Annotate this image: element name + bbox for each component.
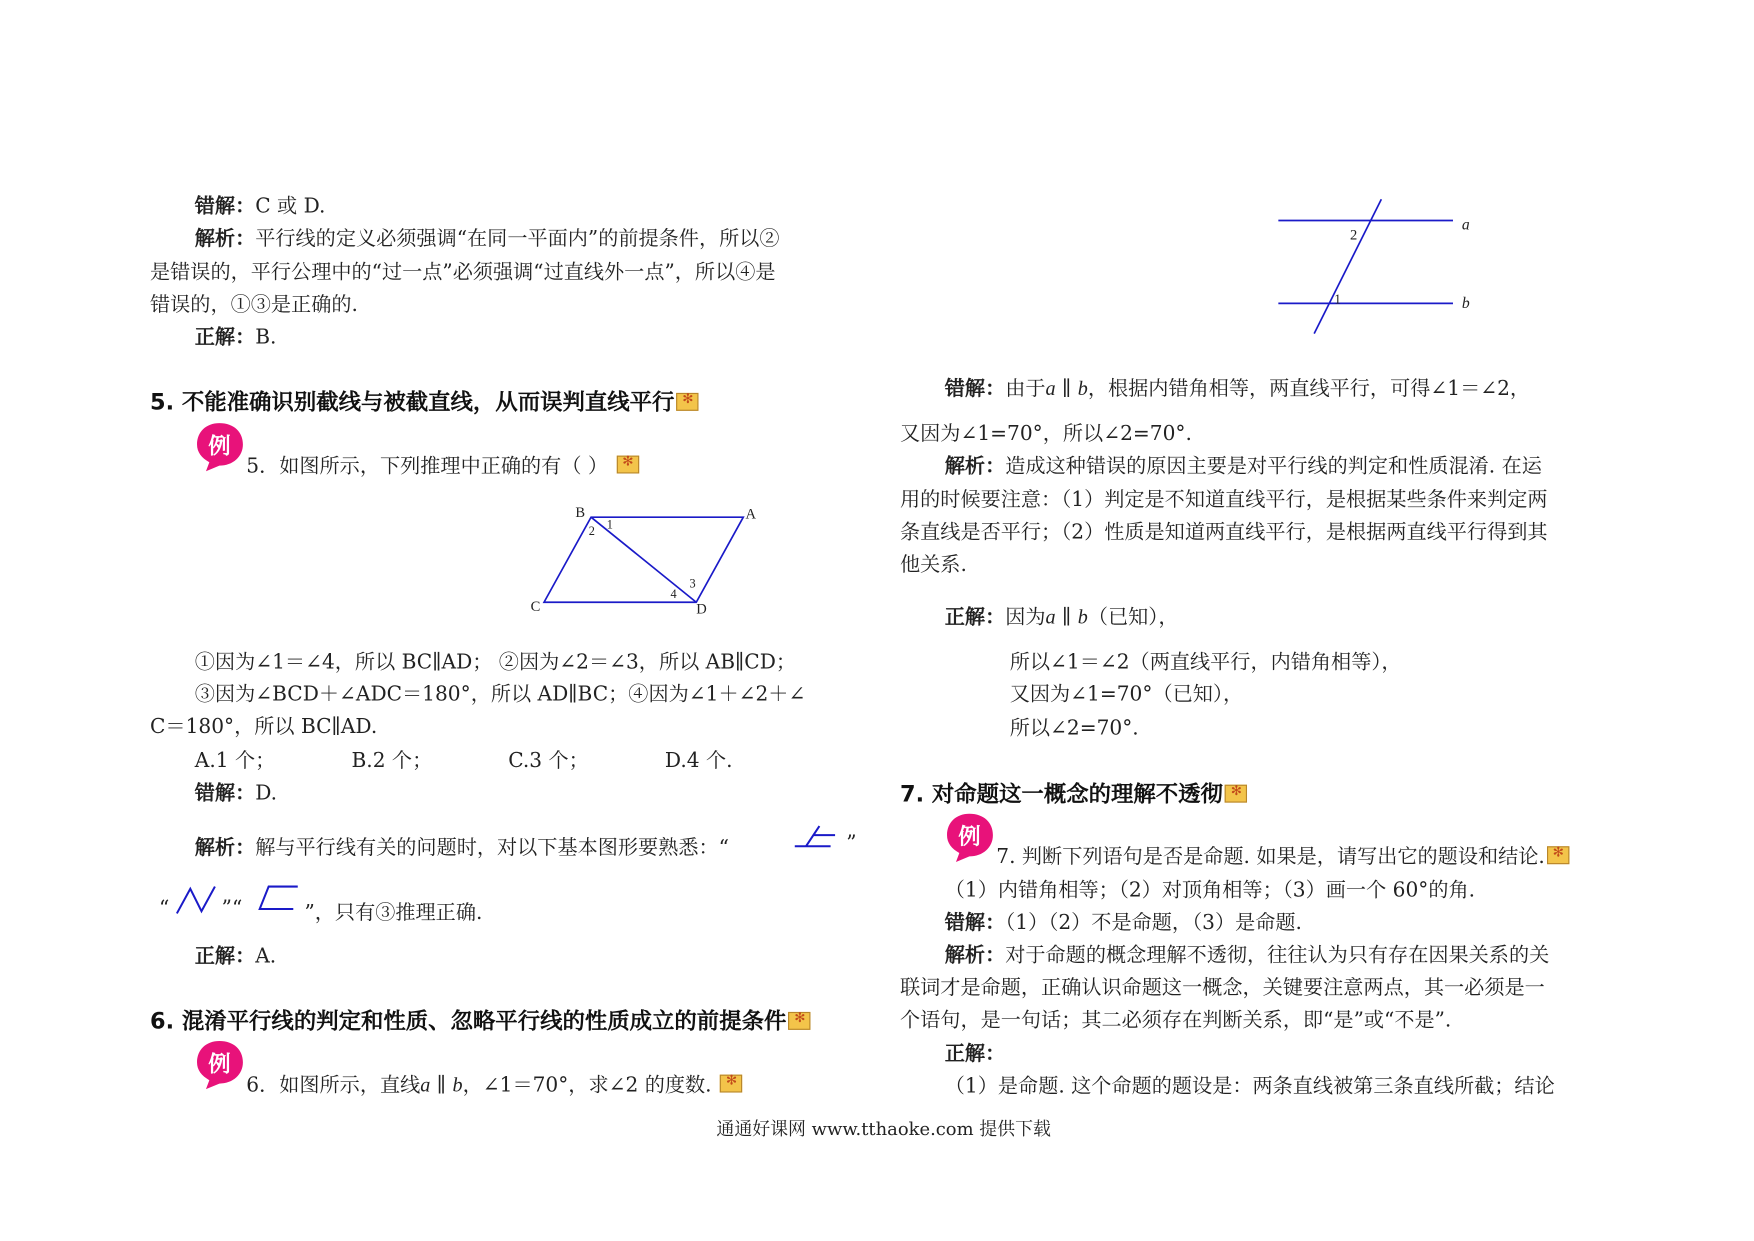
note-icon[interactable] — [1225, 785, 1247, 803]
label-analysis: 解析： — [944, 943, 1006, 968]
analysis-line-3: 错误的，①③是正确的. — [149, 293, 358, 317]
quote-mid: ”“ — [221, 896, 243, 921]
line-a: a — [1045, 377, 1056, 400]
line-a: a — [1045, 605, 1056, 628]
angle-1: 1 — [606, 517, 613, 532]
example-6-correct-post: （已知）， — [1087, 605, 1179, 630]
angle-2-label: 2 — [1349, 227, 1358, 244]
line-b: b — [452, 1073, 463, 1096]
example-7-analysis — [945, 939, 1549, 968]
paragraph-analysis — [195, 223, 780, 252]
example-6-wrong — [945, 373, 1530, 402]
label-wrong: 错解： — [194, 194, 256, 219]
example-6-question-pre: 6．如图所示，直线 — [246, 1073, 421, 1098]
example-badge-char: 例 — [208, 433, 231, 459]
label-analysis: 解析： — [194, 227, 256, 251]
option-d: D.4 个. — [664, 748, 733, 773]
label-analysis: 解析： — [944, 454, 1006, 478]
label-line-b: b — [1461, 294, 1470, 312]
note-icon[interactable] — [1547, 846, 1569, 864]
example-7-wrong — [945, 907, 1302, 936]
parallel-symbol: ∥ — [1062, 377, 1072, 401]
section-heading-6 — [150, 1003, 811, 1035]
label-wrong: 错解： — [194, 781, 256, 805]
figure-parallel-lines — [1272, 193, 1485, 341]
example-6-wrong-line-2: 又因为∠1=70°，所以∠2=70°. — [899, 422, 1192, 446]
angle-2: 2 — [588, 524, 595, 539]
example-7-question-text: 7. 判断下列语句是否是命题. 如果是，请写出它的题设和结论. — [996, 845, 1545, 869]
example-5-statement-2: ③因为∠BCD＋∠ADC＝180°，所以 AD∥BC；④因为∠1＋∠2＋∠ — [194, 682, 806, 707]
section-heading-7 — [900, 776, 1248, 808]
example-6-wrong-pre: 由于 — [1005, 377, 1046, 401]
example-badge-char: 例 — [958, 824, 981, 850]
quote-close-1: ” — [846, 831, 857, 856]
label-D: D — [696, 601, 707, 618]
example-badge — [193, 1037, 247, 1091]
example-5-statement-1: ①因为∠1＝∠4，所以 BC∥AD； ②因为∠2＝∠3，所以 AB∥CD； — [194, 650, 797, 674]
example-5-wrong — [195, 777, 277, 806]
correct-answer-text: B. — [255, 325, 277, 350]
example-7-question — [996, 841, 1569, 870]
example-5-analysis-text: 解与平行线有关的问题时，对以下基本图形要熟悉：“ — [255, 836, 729, 860]
example-7-statements: （1）内错角相等；（2）对顶角相等；（3）画一个 60°的角. — [944, 878, 1476, 903]
label-correct: 正解： — [194, 944, 256, 969]
section-title-7: 7. 对命题这一概念的理解不透彻 — [899, 780, 1223, 808]
shape-f-icon — [790, 822, 837, 851]
analysis-text: 平行线的定义必须强调“在同一平面内”的前提条件，所以② — [255, 227, 780, 251]
parallel-symbol: ∥ — [436, 1073, 447, 1098]
example-5-analysis — [195, 832, 729, 861]
transversal-shape — [1314, 199, 1381, 333]
line-b: b — [1077, 605, 1088, 628]
example-7-correct-label-line — [945, 1038, 1005, 1067]
note-icon[interactable] — [789, 1012, 811, 1030]
shape-z-icon — [175, 884, 220, 915]
option-b: B.2 个； — [351, 748, 433, 773]
example-6-correct-line-2: 所以∠1＝∠2（两直线平行，内错角相等）， — [1009, 650, 1402, 674]
analysis-line-2: 是错误的，平行公理中的“过一点”必须强调“过直线外一点”，所以④是 — [149, 260, 776, 285]
label-correct: 正解： — [944, 605, 1006, 630]
example-7-analysis-line-3: 个语句，是一句话；其二必须存在判断关系，即“是”或“不是”. — [899, 1008, 1452, 1033]
quote-open-2: “ — [158, 896, 170, 921]
label-line-a: a — [1461, 216, 1470, 234]
wrong-answer-text: C 或 D. — [255, 194, 326, 219]
example-6-analysis-line-3: 条直线是否平行；（2）性质是知道两直线平行，是根据两直线平行得到其 — [899, 520, 1548, 545]
note-icon[interactable] — [677, 393, 699, 411]
label-B: B — [575, 505, 586, 522]
example-7-correct-line-1: （1）是命题. 这个命题的题设是：两条直线被第三条直线所截；结论 — [944, 1074, 1555, 1099]
line-a: a — [420, 1073, 431, 1096]
label-wrong: 错解： — [944, 377, 1006, 401]
example-6-correct-line-3: 又因为∠1=70°（已知）， — [1009, 682, 1244, 707]
section-title-5: 5. 不能准确识别截线与被截直线，从而误判直线平行 — [149, 388, 675, 416]
example-6-analysis-line-1: 造成这种错误的原因主要是对平行线的判定和性质混淆. 在运 — [1005, 454, 1542, 478]
example-badge — [193, 419, 247, 473]
option-c: C.3 个； — [508, 748, 589, 773]
example-5-correct-text: A. — [255, 944, 277, 969]
label-A: A — [745, 506, 757, 523]
paragraph-correct-answer — [195, 321, 277, 350]
example-6-question-post: ，∠1＝70°，求∠2 的度数. — [462, 1073, 712, 1098]
label-C: C — [530, 599, 541, 616]
example-6-analysis-line-4: 他关系. — [899, 552, 967, 577]
angle-4: 4 — [670, 586, 677, 601]
angle-1-label: 1 — [1334, 291, 1342, 307]
example-5-question-text: 5．如图所示，下列推理中正确的有（ ） — [246, 454, 609, 478]
line-b: b — [1077, 377, 1088, 400]
footer-source: 通通好课网 www.tthaoke.com 提供下载 — [716, 1118, 1051, 1140]
example-badge — [943, 809, 997, 863]
section-heading-5 — [150, 384, 699, 416]
example-5-statement-3: C＝180°，所以 BC∥AD. — [149, 715, 378, 739]
example-6-correct — [945, 601, 1179, 630]
example-6-correct-line-4: 所以∠2=70°. — [1009, 716, 1139, 740]
example-5-wrong-text: D. — [255, 781, 278, 805]
example-6-analysis-line-2: 用的时候要注意：（1）判定是不知道直线平行，是根据某些条件来判定两 — [899, 488, 1548, 512]
example-6-wrong-post: ，根据内错角相等，两直线平行，可得∠1＝∠2， — [1087, 377, 1531, 401]
figure-parallelogram — [526, 501, 772, 619]
example-5-correct — [195, 940, 276, 969]
label-analysis: 解析： — [194, 836, 256, 860]
label-correct: 正解： — [944, 1042, 1006, 1066]
parallel-symbol: ∥ — [1062, 605, 1072, 630]
paragraph-wrong-answer — [195, 190, 326, 219]
label-correct: 正解： — [194, 325, 256, 350]
note-icon[interactable] — [617, 456, 639, 474]
example-7-analysis-line-2: 联词才是命题，正确认识命题这一概念，关键要注意两点，其一必须是一 — [899, 976, 1545, 1000]
example-6-question — [246, 1069, 742, 1098]
example-6-analysis — [945, 450, 1542, 479]
example-7-wrong-text: （1）（2）不是命题，（3）是命题. — [1005, 911, 1302, 935]
option-a: A.1 个； — [194, 748, 276, 773]
label-wrong: 错解： — [944, 911, 1006, 935]
shape-u-icon — [255, 882, 300, 913]
example-6-correct-pre: 因为 — [1005, 605, 1046, 630]
example-badge-char: 例 — [208, 1051, 231, 1077]
example-5-analysis-end: ”，只有③推理正确. — [304, 901, 483, 925]
example-7-analysis-line-1: 对于命题的概念理解不透彻，往往认为只有存在因果关系的关 — [1005, 943, 1550, 968]
example-5-question — [246, 450, 639, 479]
note-icon[interactable] — [720, 1075, 742, 1093]
angle-3: 3 — [689, 576, 696, 591]
section-title-6: 6. 混淆平行线的判定和性质、忽略平行线的性质成立的前提条件 — [149, 1007, 787, 1035]
